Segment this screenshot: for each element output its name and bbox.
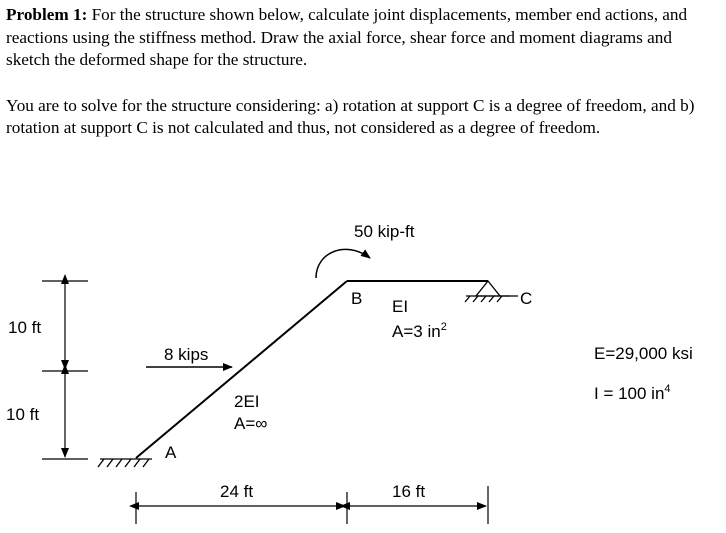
member-ab-area-label: A=∞	[234, 414, 268, 433]
fixed-support-a-icon	[98, 459, 152, 467]
member-bc-area-value: A=3 in	[392, 322, 441, 341]
node-label-a: A	[165, 443, 177, 462]
dimension-height-top-label: 10 ft	[8, 318, 42, 337]
node-label-b: B	[351, 289, 363, 308]
pin-support-c-icon	[465, 281, 518, 302]
inertia-exponent: 4	[664, 383, 671, 395]
problem-statement-text: For the structure shown below, calculate joint displacements, member end actions, and reactions using the stiffness method. Draw the axial force, shear force and moment diagrams and sketch the deformed shape for the structure.	[6, 5, 688, 69]
moment-load-label: 50 kip-ft	[354, 222, 415, 241]
inertia-label	[594, 383, 671, 403]
member-ab-stiffness-label: 2EI	[234, 392, 260, 411]
dimension-width-right-label: 16 ft	[392, 482, 426, 501]
member-bc-area-exponent: 2	[440, 321, 447, 333]
member-bc-stiffness-label: EI	[392, 297, 409, 316]
dimension-width-left-label: 24 ft	[220, 482, 254, 501]
inertia-value: I = 100 in	[594, 384, 665, 403]
dimension-height-bottom-label: 10 ft	[6, 405, 40, 424]
moment-arrow-icon	[316, 249, 370, 278]
problem-heading: Problem 1:	[6, 5, 88, 24]
problem-instructions: You are to solve for the structure considering: a) rotation at support C is a degree of freedom, and b) rotation at support C is not calculated and thus, not considered as a degree of freedom.	[6, 95, 695, 137]
member-bc-area-label	[392, 321, 447, 341]
horizontal-dimension	[136, 486, 488, 524]
horizontal-load-label: 8 kips	[164, 345, 209, 364]
vertical-dimension	[42, 281, 88, 459]
modulus-label: E=29,000 ksi	[594, 344, 693, 363]
node-label-c: C	[520, 289, 533, 308]
